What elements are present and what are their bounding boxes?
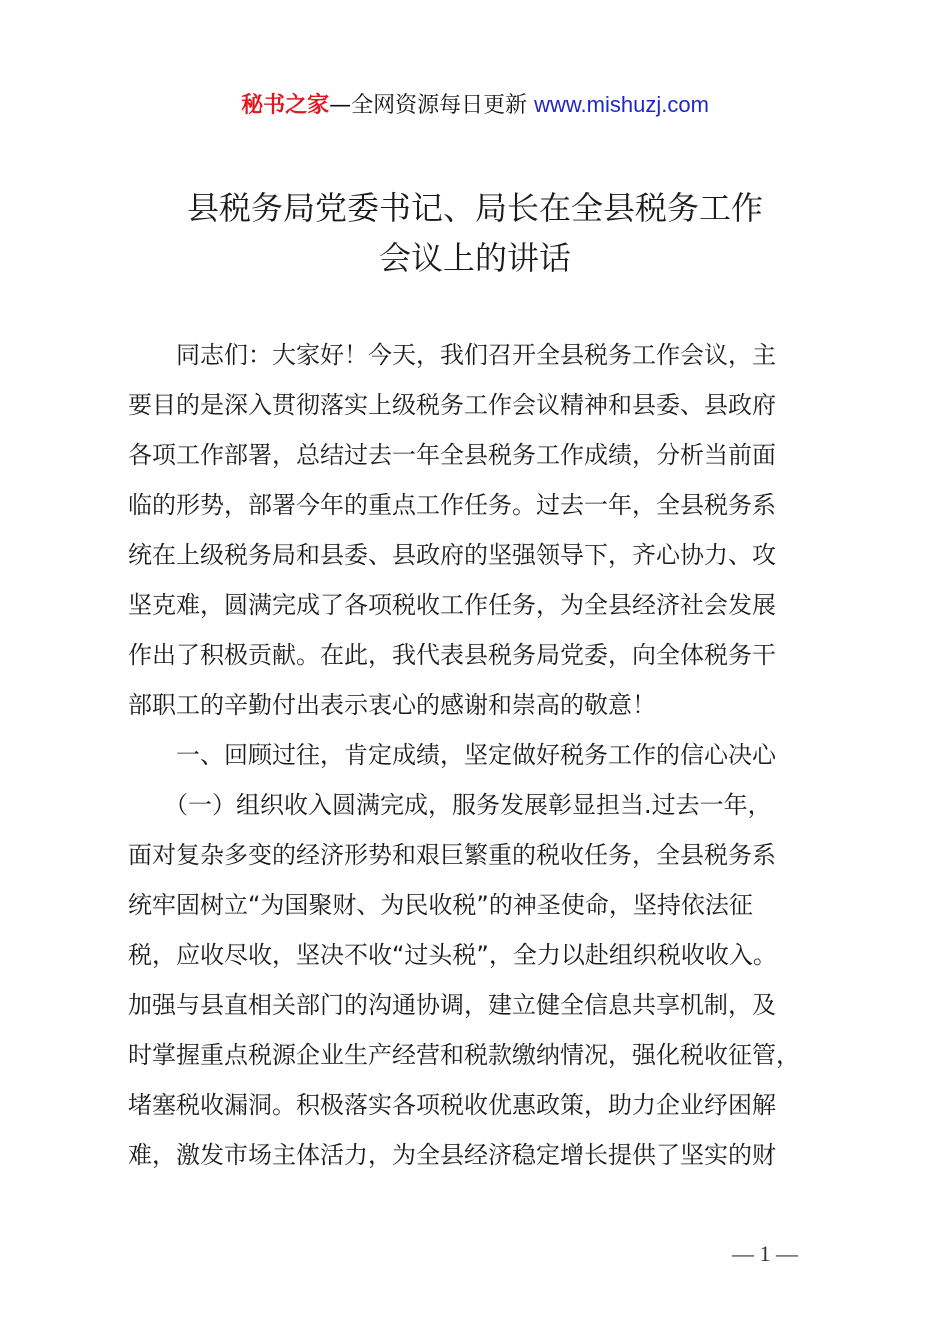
body-line: 要目的是深入贯彻落实上级税务工作会议精神和县委、县政府 <box>128 391 776 419</box>
body-line: 堵塞税收漏洞。积极落实各项税收优惠政策，助力企业纾困解 <box>128 1091 776 1119</box>
body-line: 临的形势，部署今年的重点工作任务。过去一年，全县税务系 <box>128 491 776 519</box>
title-line: 县税务局党委书记、局长在全县税务工作 <box>186 189 763 227</box>
body-line: 统在上级税务局和县委、县政府的坚强领导下，齐心协力、攻 <box>128 541 776 569</box>
body-line: 各项工作部署，总结过去一年全县税务工作成绩，分析当前面 <box>128 441 776 469</box>
body-line: 时掌握重点税源企业生产经营和税款缴纳情况，强化税收征管， <box>128 1041 800 1069</box>
body-line: 加强与县直相关部门的沟通协调，建立健全信息共享机制，及 <box>128 991 776 1019</box>
body-line: 同志们：大家好！今天，我们召开全县税务工作会议，主 <box>128 341 776 369</box>
body-line: 统牢固树立“为国聚财、为民收税”的神圣使命，坚持依法征 <box>128 891 753 919</box>
body-line: 税，应收尽收，坚决不收“过头税”，全力以赴组织税收收入。 <box>128 941 777 969</box>
title-line: 会议上的讲话 <box>378 239 571 277</box>
body-line: （一）组织收入圆满完成，服务发展彰显担当.过去一年， <box>128 791 772 819</box>
body-line: 面对复杂多变的经济形势和艰巨繁重的税收任务，全县税务系 <box>128 841 776 869</box>
body-line: 坚克难，圆满完成了各项税收工作任务，为全县经济社会发展 <box>128 591 776 619</box>
site-url-link[interactable]: www.mishuzj.com <box>534 92 709 117</box>
site-slogan: —全网资源每日更新 <box>329 93 535 118</box>
site-brand: 秘书之家 <box>241 93 330 118</box>
body-line: 部职工的辛勤付出表示衷心的感谢和崇高的敬意！ <box>128 691 656 719</box>
body-line: 难，激发市场主体活力，为全县经济稳定增长提供了坚实的财 <box>128 1141 776 1169</box>
document-body <box>128 330 838 1180</box>
page-number: — 1 — <box>732 1241 798 1266</box>
section-heading: 一、回顾过往，肯定成绩，坚定做好税务工作的信心决心 <box>128 741 776 769</box>
body-line: 作出了积极贡献。在此，我代表县税务局党委，向全体税务干 <box>128 641 776 669</box>
document-title <box>0 183 950 283</box>
site-header <box>0 88 950 123</box>
